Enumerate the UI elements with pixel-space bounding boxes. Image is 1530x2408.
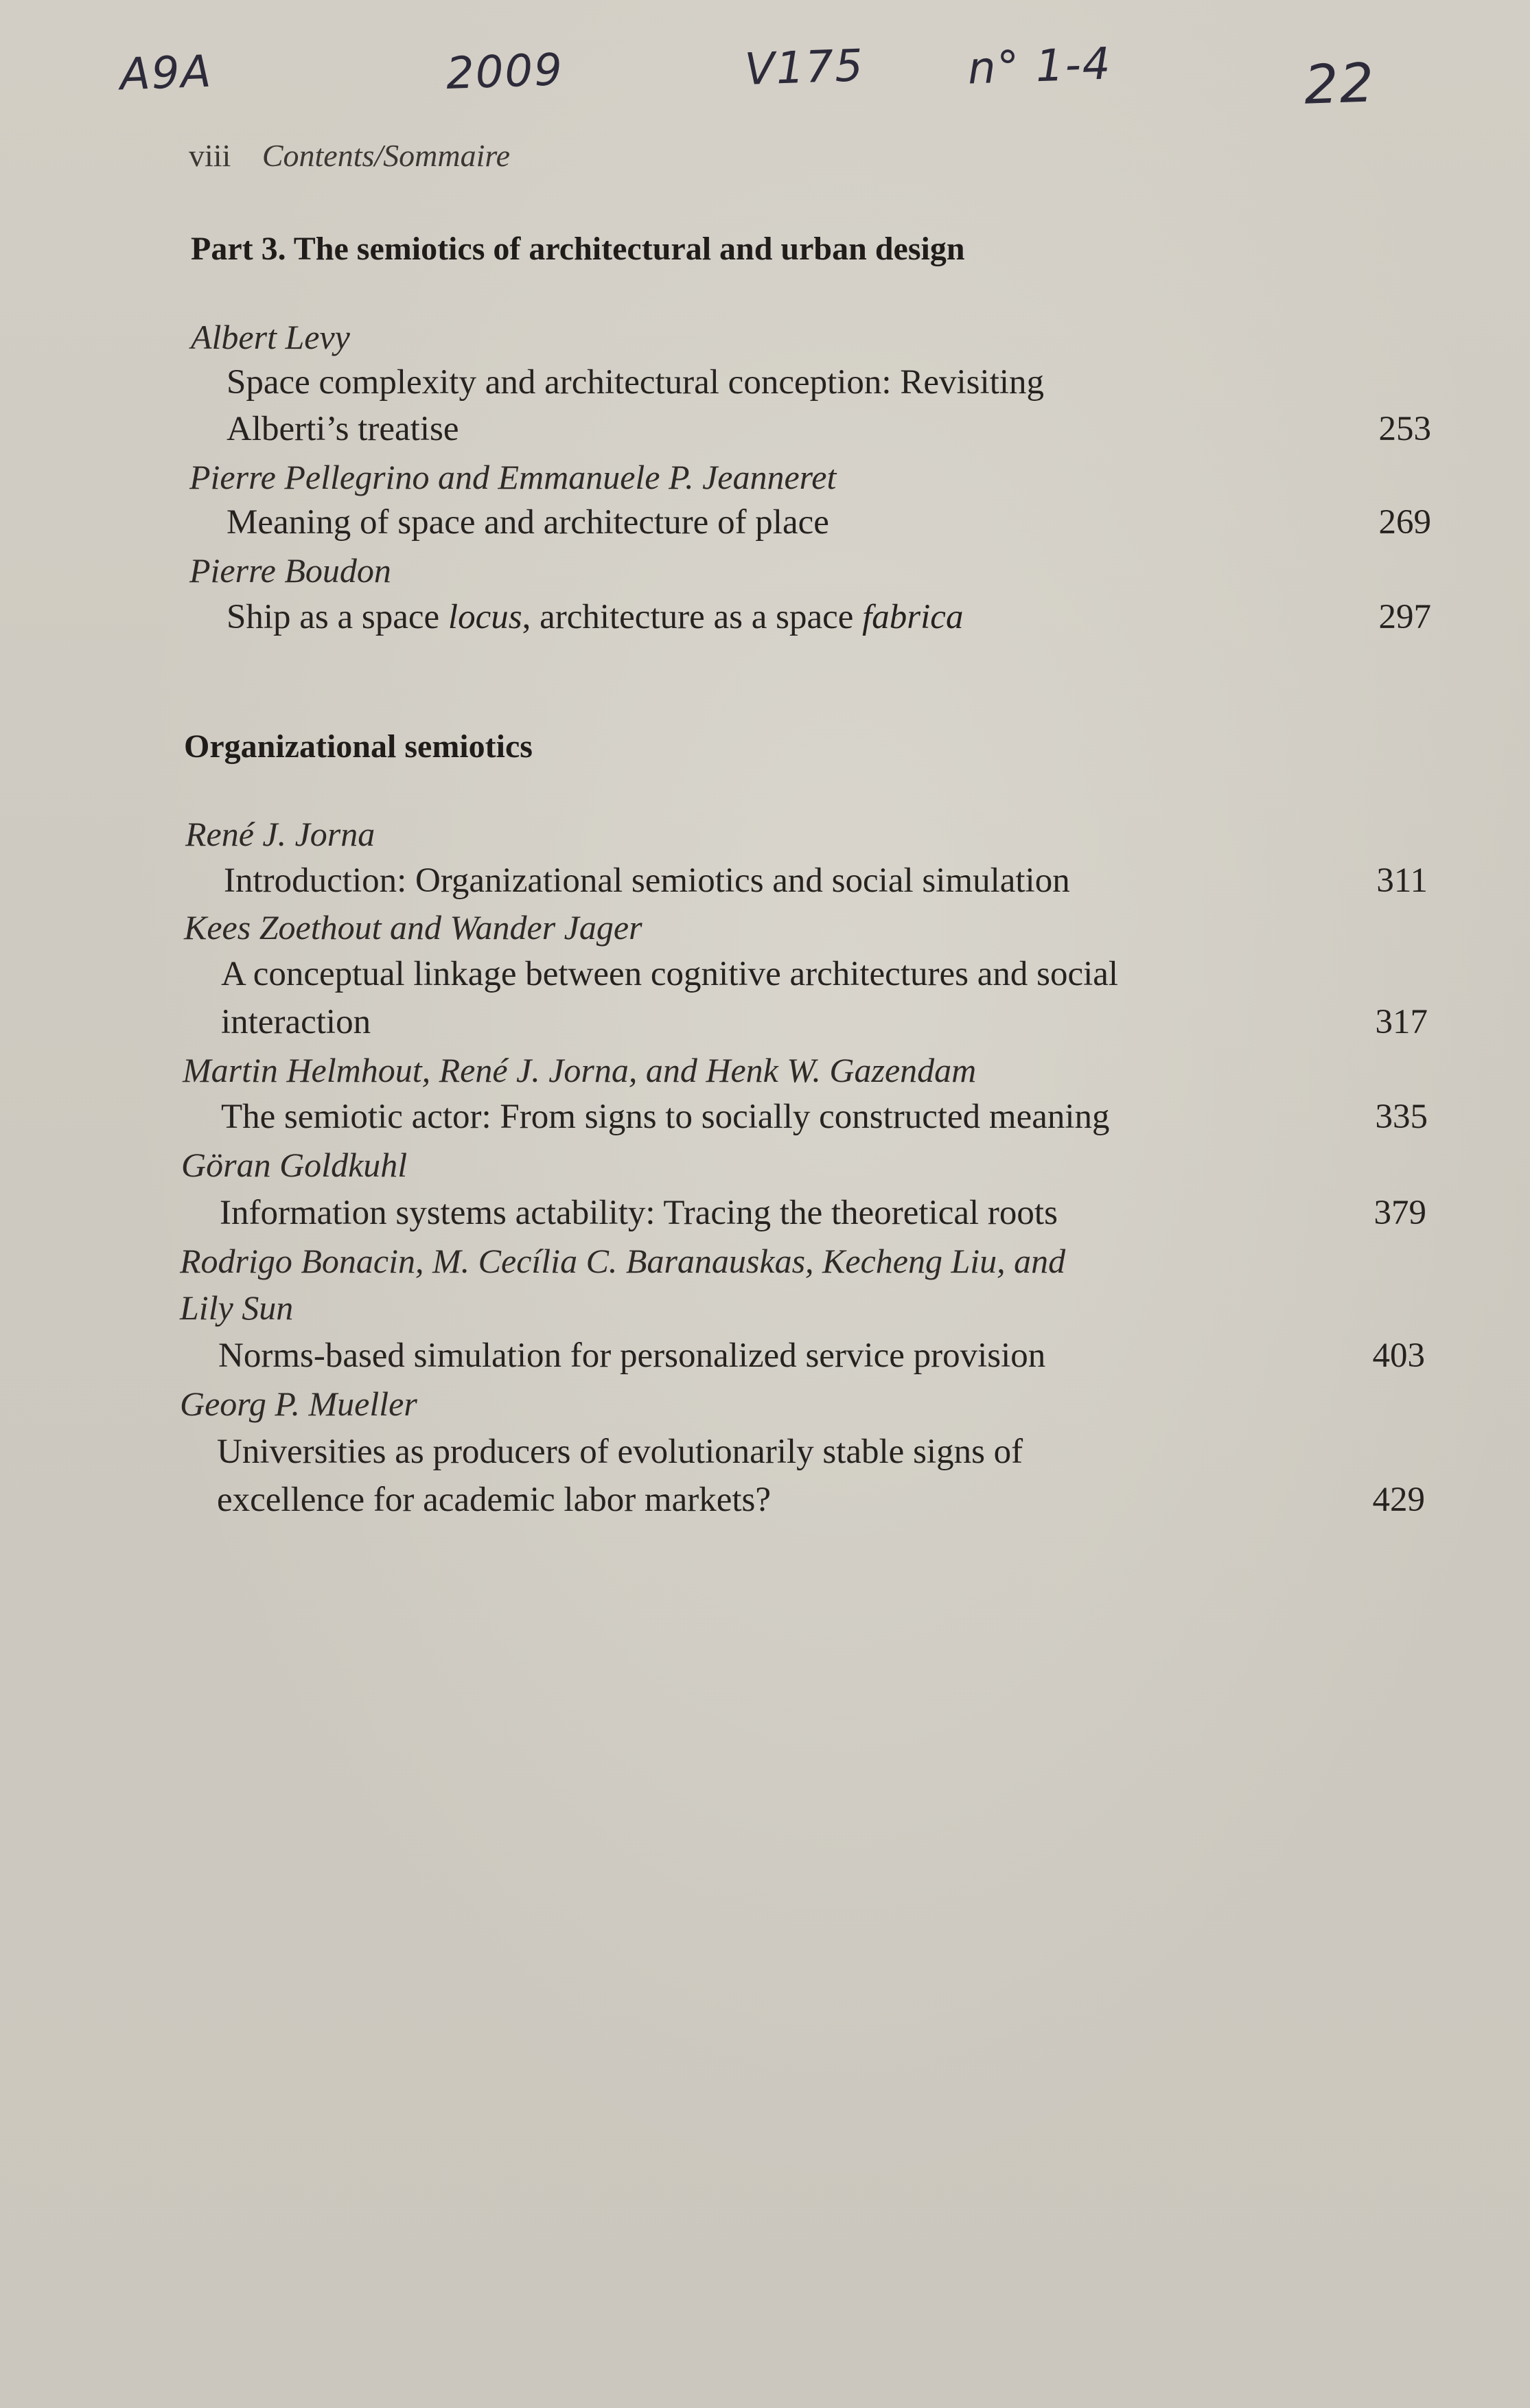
part3-heading: Part 3. The semiotics of architectural and urban design <box>191 231 965 267</box>
toc-entry-author: Georg P. Mueller <box>180 1385 417 1423</box>
title-part: , architecture as a space <box>522 598 863 636</box>
toc-entry-title: The semiotic actor: From signs to socially constructed meaning <box>221 1098 1110 1136</box>
toc-page-number: 403 <box>1372 1336 1425 1375</box>
toc-entry-title: A conceptual linkage between cognitive architectures and social <box>221 955 1119 993</box>
handwritten-mark-5: 22 <box>1303 52 1376 117</box>
handwritten-mark-3: V175 <box>743 40 866 96</box>
toc-entry-title: Universities as producers of evolutionarily stable signs of <box>217 1433 1023 1471</box>
toc-page-number: 269 <box>1378 503 1431 542</box>
handwritten-mark-2: 2009 <box>445 45 565 100</box>
toc-page-number: 429 <box>1372 1481 1425 1519</box>
toc-entry-author: Pierre Boudon <box>189 551 391 590</box>
toc-entry-author: René J. Jorna <box>185 815 375 853</box>
toc-page-number: 335 <box>1375 1098 1428 1136</box>
toc-entry-author: Pierre Pellegrino and Emmanuele P. Jeanneret <box>189 458 837 496</box>
toc-entry-title: excellence for academic labor markets? <box>217 1481 772 1519</box>
toc-entry-author: Göran Goldkuhl <box>181 1146 408 1184</box>
toc-entry-title: interaction <box>221 1003 371 1041</box>
toc-entry-title: Information systems actability: Tracing the theoretical roots <box>220 1194 1058 1232</box>
organizational-heading: Organizational semiotics <box>184 728 533 765</box>
running-head <box>189 137 510 174</box>
handwritten-mark-4: n° 1-4 <box>966 38 1113 95</box>
toc-entry-title: Space complexity and architectural conception: Revisiting <box>227 363 1045 402</box>
toc-entry-author: Rodrigo Bonacin, M. Cecília C. Baranauskas, Kecheng Liu, and <box>180 1242 1066 1280</box>
toc-entry-title: Norms-based simulation for personalized service provision <box>218 1336 1046 1375</box>
toc-page-number: 311 <box>1376 861 1428 900</box>
page-folio: viii <box>189 138 231 173</box>
toc-entry-title: Introduction: Organizational semiotics and social simulation <box>224 861 1070 900</box>
title-part-italic: fabrica <box>862 598 964 636</box>
toc-page-number: 297 <box>1378 598 1431 636</box>
running-head-title: Contents/Sommaire <box>262 138 511 173</box>
toc-entry-title: Alberti’s treatise <box>227 410 459 448</box>
toc-page-number: 317 <box>1375 1003 1428 1041</box>
title-part-italic: locus <box>448 598 522 636</box>
toc-entry-author: Kees Zoethout and Wander Jager <box>184 908 642 947</box>
toc-page-number: 253 <box>1378 410 1431 448</box>
toc-page-number: 379 <box>1373 1194 1426 1232</box>
toc-entry-title <box>227 597 963 637</box>
handwritten-mark-1: A9A <box>119 46 213 101</box>
toc-entry-author: Albert Levy <box>191 318 350 356</box>
title-part: Ship as a space <box>227 598 448 636</box>
toc-entry-author: Lily Sun <box>180 1288 294 1327</box>
handwritten-annotations <box>0 27 1530 137</box>
toc-entry-author: Martin Helmhout, René J. Jorna, and Henk W. Gazendam <box>183 1051 977 1089</box>
toc-entry-title: Meaning of space and architecture of place <box>227 503 829 542</box>
